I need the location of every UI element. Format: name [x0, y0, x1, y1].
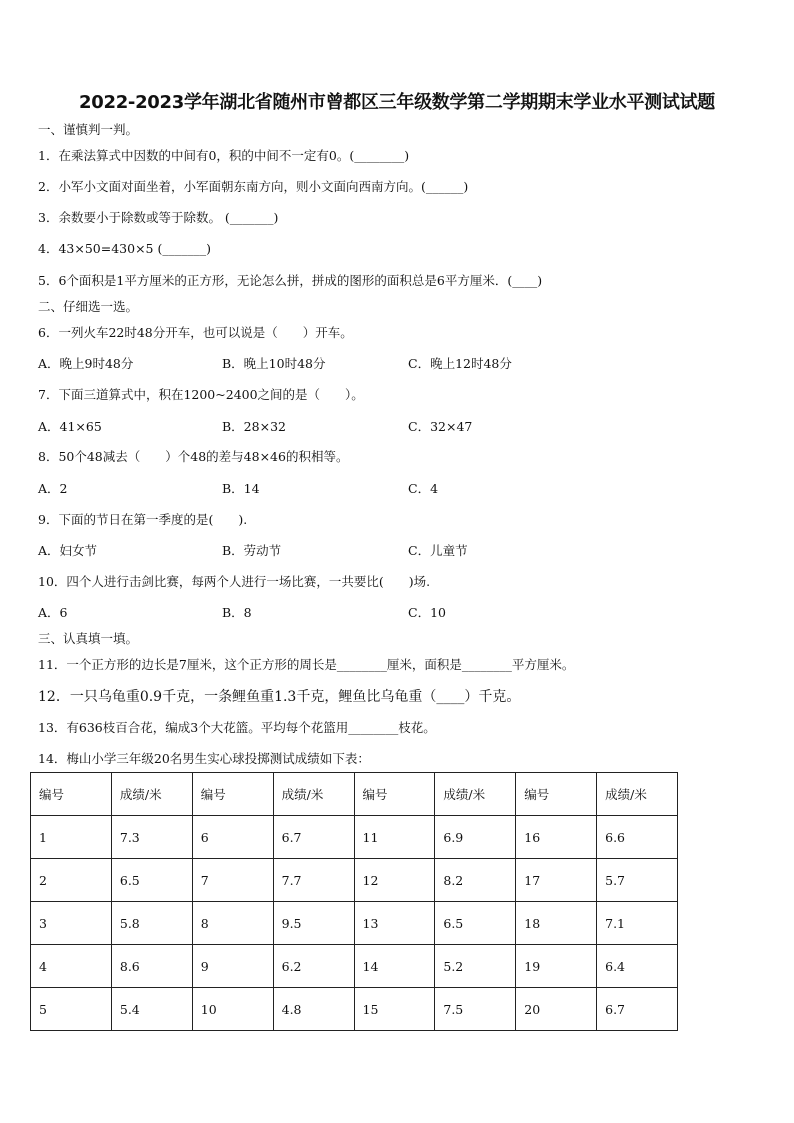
q10-option-c: C．10: [408, 605, 446, 620]
table-cell: 6: [192, 816, 273, 859]
table-cell: 20: [516, 988, 597, 1031]
table-cell: 8.6: [111, 945, 192, 988]
table-cell: 7.7: [273, 859, 354, 902]
table-row: [31, 816, 678, 859]
table-cell: 3: [31, 902, 112, 945]
table-cell: 11: [354, 816, 435, 859]
question-6: 6．一列火车22时48分开车，也可以说是（ ）开车。: [38, 325, 353, 340]
table-cell: 6.6: [597, 816, 678, 859]
table-cell: 6.2: [273, 945, 354, 988]
q10-option-a: A．6: [38, 605, 68, 620]
question-7: 7．下面三道算式中，积在1200~2400之间的是（ ）。: [38, 387, 364, 402]
question-4: 4．43×50=430×5 (_______): [38, 241, 211, 256]
q6-option-a: A．晚上9时48分: [38, 356, 134, 371]
table-cell: 8.2: [435, 859, 516, 902]
table-header-cell: 成绩/米: [435, 773, 516, 816]
table-cell: 9: [192, 945, 273, 988]
table-row: [31, 988, 678, 1031]
table-cell: 7.5: [435, 988, 516, 1031]
table-cell: 5.8: [111, 902, 192, 945]
table-cell: 6.5: [111, 859, 192, 902]
question-11: 11．一个正方形的边长是7厘米，这个正方形的周长是________厘米，面积是________平方厘米。: [38, 657, 575, 672]
table-cell: 14: [354, 945, 435, 988]
table-cell: 18: [516, 902, 597, 945]
table-cell: 16: [516, 816, 597, 859]
q7-option-a: A．41×65: [38, 419, 102, 434]
q9-option-c: C．儿童节: [408, 543, 468, 558]
table-row: [31, 945, 678, 988]
table-header-cell: 成绩/米: [273, 773, 354, 816]
table-cell: 1: [31, 816, 112, 859]
table-header-cell: 编号: [354, 773, 435, 816]
table-cell: 7.1: [597, 902, 678, 945]
table-header-cell: 编号: [516, 773, 597, 816]
table-header-cell: 编号: [192, 773, 273, 816]
question-14: 14．梅山小学三年级20名男生实心球投掷测试成绩如下表：: [38, 751, 370, 766]
q6-option-b: B．晚上10时48分: [222, 356, 326, 371]
table-cell: 8: [192, 902, 273, 945]
table-cell: 5.7: [597, 859, 678, 902]
q8-option-a: A．2: [38, 481, 68, 496]
section3-heading: 三、认真填一填。: [38, 631, 139, 646]
q8-option-b: B．14: [222, 481, 260, 496]
q6-option-c: C．晚上12时48分: [408, 356, 512, 371]
table-header-cell: 编号: [31, 773, 112, 816]
table-header-cell: 成绩/米: [597, 773, 678, 816]
table-header-row: [31, 773, 678, 816]
table-cell: 15: [354, 988, 435, 1031]
question-10: 10．四个人进行击剑比赛，每两个人进行一场比赛，一共要比( )场.: [38, 574, 431, 589]
question-5: 5．6个面积是1平方厘米的正方形，无论怎么拼，拼成的图形的面积总是6平方厘米．(____): [38, 273, 543, 288]
question-9: 9．下面的节日在第一季度的是( ).: [38, 512, 248, 527]
table-cell: 5.4: [111, 988, 192, 1031]
table-row: [31, 859, 678, 902]
q10-option-b: B．8: [222, 605, 252, 620]
table-cell: 5.2: [435, 945, 516, 988]
table-cell: 4.8: [273, 988, 354, 1031]
q8-option-c: C．4: [408, 481, 439, 496]
question-3: 3．余数要小于除数或等于除数。 (_______): [38, 210, 279, 225]
table-cell: 7.3: [111, 816, 192, 859]
table-header-cell: 成绩/米: [111, 773, 192, 816]
table-cell: 7: [192, 859, 273, 902]
score-table: [30, 772, 678, 1031]
question-12: 12．一只乌龟重0.9千克，一条鲤鱼重1.3千克，鲤鱼比乌龟重（____）千克。: [38, 689, 521, 705]
section2-heading: 二、仔细选一选。: [38, 299, 139, 314]
q9-option-b: B．劳动节: [222, 543, 282, 558]
table-cell: 6.7: [597, 988, 678, 1031]
table-cell: 5: [31, 988, 112, 1031]
table-cell: 17: [516, 859, 597, 902]
table-cell: 12: [354, 859, 435, 902]
question-13: 13．有636枝百合花，编成3个大花篮。平均每个花篮用________枝花。: [38, 720, 436, 735]
q7-option-c: C．32×47: [408, 419, 473, 434]
table-cell: 19: [516, 945, 597, 988]
table-cell: 6.9: [435, 816, 516, 859]
table-cell: 6.4: [597, 945, 678, 988]
table-cell: 10: [192, 988, 273, 1031]
table-cell: 4: [31, 945, 112, 988]
section1-heading: 一、谨慎判一判。: [38, 122, 139, 137]
table-cell: 13: [354, 902, 435, 945]
table-cell: 2: [31, 859, 112, 902]
table-cell: 6.5: [435, 902, 516, 945]
question-1: 1．在乘法算式中因数的中间有0，积的中间不一定有0。(________): [38, 148, 410, 163]
q9-option-a: A．妇女节: [38, 543, 98, 558]
question-8: 8．50个48减去（ ）个48的差与48×46的积相等。: [38, 449, 349, 464]
q7-option-b: B．28×32: [222, 419, 286, 434]
table-cell: 9.5: [273, 902, 354, 945]
page-title: 2022-2023学年湖北省随州市曾都区三年级数学第二学期期末学业水平测试试题: [79, 92, 715, 113]
question-2: 2．小军小文面对面坐着，小军面朝东南方向，则小文面向西南方向。(______): [38, 179, 469, 194]
table-row: [31, 902, 678, 945]
table-cell: 6.7: [273, 816, 354, 859]
